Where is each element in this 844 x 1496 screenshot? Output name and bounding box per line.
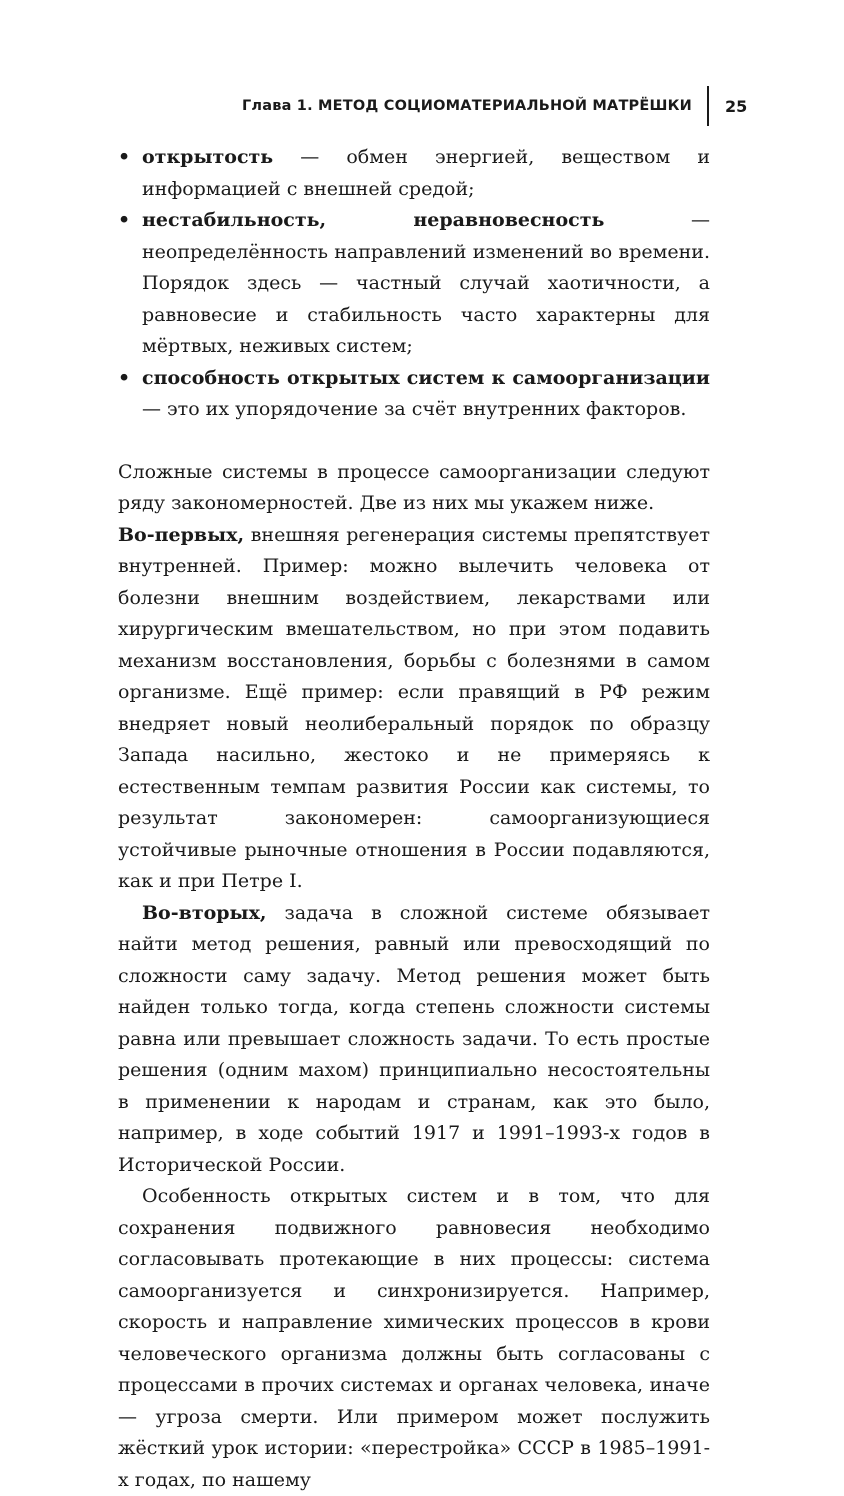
bullet-text: — обмен энергией, веществом и информацией с внешней средой; [142, 146, 710, 200]
header-divider [707, 86, 709, 126]
bullet-text: — неопределённость направлений изменений во времени. Порядок здесь — частный случай хаотичности, а равновесие и стабильность часто характерны для мёртвых, неживых систем; [142, 209, 710, 357]
bullet-icon: • [118, 146, 131, 168]
running-header [0, 86, 844, 126]
paragraph-text: внешняя регенерация системы препятствует внутренней. Пример: можно вылечить человека от болезни внешним воздействием, лекарствами или хирургическим вмешательством, но при этом подавить механизм восстановления, борьбы с болезнями в самом организме. Ещё пример: если правящий в РФ режим внедряет новый неолиберальный порядок по образцу Запада насильно, жестоко и не примеряясь к естественным темпам развития России как системы, то результат закономерен: самоорганизующиеся устойчивые рыночные отношения в России подавляются, как и при Петре I. [118, 523, 710, 892]
bullet-term: способность открытых систем к самоорганизации [142, 366, 710, 389]
paragraph [118, 520, 710, 898]
bullet-text: — это их упорядочение за счёт внутренних факторов. [142, 398, 687, 420]
paragraph [118, 1181, 710, 1496]
bullet-icon: • [118, 366, 131, 389]
bullet-term: открытость [142, 146, 274, 168]
bullet-list [118, 142, 710, 426]
paragraph-lead: Во-первых, [118, 523, 245, 546]
paragraph-text: Особенность открытых систем и в том, что для сохранения подвижного равновесия необходимо согласовывать протекающие в них процессы: система самоорганизуется и синхронизируется. Например, скорость и направление химических процессов в крови человеческого организма должны быть согласованы с процессами в прочих системах и органах человека, иначе — угроза смерти. Или примером может послужить жёсткий урок истории: «перестройка» СССР в 1985–1991-х годах, по нашему [118, 1185, 710, 1491]
paragraph-lead: Во-вторых, [142, 901, 267, 924]
paragraph-text: Сложные системы в процессе самоорганизации следуют ряду закономерностей. Две из них мы укажем ниже. [118, 460, 710, 514]
bullet-item-self-organization [118, 363, 710, 426]
bullet-icon: • [118, 209, 131, 231]
paragraph [118, 898, 710, 1182]
bullet-term: нестабильность, неравновесность [142, 209, 605, 231]
bullet-item-openness [118, 142, 710, 205]
running-head-title: Глава 1. МЕТОД СОЦИОМАТЕРИАЛЬНОЙ МАТРЁШКИ [241, 98, 692, 114]
paragraph-text: задача в сложной системе обязывает найти метод решения, равный или превосходящий по сложности саму задачу. Метод решения может быть найден только тогда, когда степень сложности системы равна или превышает сложность задачи. То есть простые решения (одним махом) принципиально несостоятельны в применении к народам и странам, как это было, например, в ходе событий 1917 и 1991–1993-х годов в Исторической России. [118, 901, 710, 1176]
page-number: 25 [725, 97, 748, 116]
page-body [118, 142, 710, 1496]
spacer [118, 426, 710, 457]
bullet-item-instability [118, 205, 710, 363]
paragraph [118, 457, 710, 520]
